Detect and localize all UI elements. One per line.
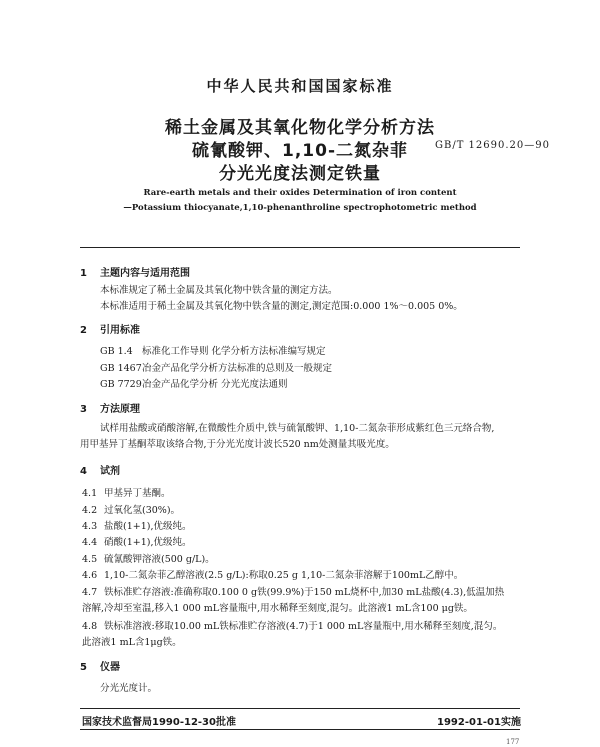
item-text: 铁标准溶液:移取10.00 mL铁标准贮存溶液(4.7)于1 000 mL容量瓶中,用水稀释至刻度,混匀。	[104, 621, 503, 632]
reference-code: GB 7729	[100, 379, 142, 390]
english-title-line-2: —Potassium thiocyanate,1,10-phenanthroline spectrophotometric method	[123, 203, 477, 213]
section-title: 主题内容与适用范围	[100, 268, 190, 279]
reagent-item	[82, 534, 191, 548]
section-5-paragraph: 分光光度计。	[100, 683, 158, 694]
reagent-item	[82, 618, 502, 632]
section-5-heading	[80, 658, 120, 673]
approval-date: 国家技术监督局1990-12-30批准	[82, 717, 236, 728]
reagent-item	[82, 485, 171, 499]
reference-text: 冶金产品化学分析方法标准的总则及一般规定	[142, 363, 333, 374]
reagent-item	[82, 584, 504, 598]
english-title-line-1: Rare-earth metals and their oxides Determination of iron content	[143, 188, 457, 198]
section-title: 引用标准	[100, 325, 140, 336]
reagent-item	[82, 502, 180, 516]
section-title: 方法原理	[100, 404, 140, 415]
implementation-date: 1992-01-01实施	[437, 717, 521, 728]
reagent-item-continuation: 溶解,冷却至室温,移入1 000 mL容量瓶中,用水稀释至刻度,混匀。此溶液1 mL含100 μg铁。	[82, 603, 473, 614]
item-number: 4.5	[82, 554, 98, 565]
section-3-heading	[80, 400, 140, 415]
item-number: 4.6	[82, 570, 98, 581]
section-1-paragraph: 本标准适用于稀土金属及其氧化物中铁含量的测定,测定范围:0.000 1%～0.005 0%。	[100, 301, 463, 312]
title-line-1: 稀土金属及其氧化物化学分析方法	[165, 118, 435, 138]
section-number: 4	[80, 466, 87, 477]
standard-number: GB/T 12690.20—90	[435, 140, 550, 151]
section-number: 3	[80, 404, 87, 415]
reagent-item	[82, 551, 215, 565]
item-text: 甲基异丁基酮。	[104, 488, 171, 499]
reference-text: 标准化工作导则 化学分析方法标准编写规定	[142, 346, 326, 357]
section-1-heading	[80, 264, 190, 279]
item-text: 铁标准贮存溶液:准确称取0.100 0 g铁(99.9%)于150 mL烧杯中,加30 mL盐酸(4.3),低温加热	[104, 587, 505, 598]
title-line-2: 硫氰酸钾、1,10-二氮杂菲	[192, 141, 408, 161]
reference-item	[100, 376, 288, 390]
item-text: 过氧化氢(30%)。	[104, 505, 181, 516]
footer-bottom-divider	[80, 729, 520, 730]
item-number: 4.2	[82, 505, 98, 516]
item-text: 1,10-二氮杂菲乙醇溶液(2.5 g/L):称取0.25 g 1,10-二氮杂菲溶解于100mL乙醇中。	[104, 570, 464, 581]
section-4-heading	[80, 462, 120, 477]
item-number: 4.8	[82, 621, 98, 632]
reagent-item	[82, 518, 191, 532]
header-divider	[80, 247, 520, 248]
section-title: 仪器	[100, 662, 120, 673]
section-3-paragraph: 用甲基异丁基酮萃取该络合物,于分光光度计波长520 nm处测量其吸光度。	[80, 439, 395, 450]
section-title: 试剂	[100, 466, 120, 477]
item-number: 4.4	[82, 537, 98, 548]
reference-code: GB 1467	[100, 363, 142, 374]
item-number: 4.3	[82, 521, 98, 532]
section-3-paragraph: 试样用盐酸或硝酸溶解,在微酸性介质中,铁与硫氰酸钾、1,10-二氮杂菲形成紫红色三元络合物,	[100, 423, 495, 434]
reference-item	[100, 360, 332, 374]
section-1-paragraph: 本标准规定了稀土金属及其氧化物中铁含量的测定方法。	[100, 285, 338, 296]
standard-organization: 中华人民共和国国家标准	[206, 77, 394, 95]
footer-divider	[80, 708, 520, 709]
section-2-heading	[80, 321, 140, 336]
item-text: 盐酸(1+1),优级纯。	[104, 521, 192, 532]
item-text: 硝酸(1+1),优级纯。	[104, 537, 192, 548]
reference-code: GB 1.4	[100, 346, 133, 357]
title-line-3: 分光光度法测定铁量	[219, 164, 381, 184]
section-number: 1	[80, 268, 87, 279]
item-number: 4.7	[82, 587, 98, 598]
section-number: 5	[80, 662, 87, 673]
item-number: 4.1	[82, 488, 98, 499]
reference-item	[100, 343, 326, 357]
reagent-item	[82, 567, 463, 581]
section-number: 2	[80, 325, 87, 336]
page-number: 177	[506, 738, 520, 746]
reference-text: 冶金产品化学分析 分光光度法通则	[142, 379, 288, 390]
reagent-item-continuation: 此溶液1 mL含1μg铁。	[82, 637, 182, 648]
item-text: 硫氰酸钾溶液(500 g/L)。	[104, 554, 215, 565]
